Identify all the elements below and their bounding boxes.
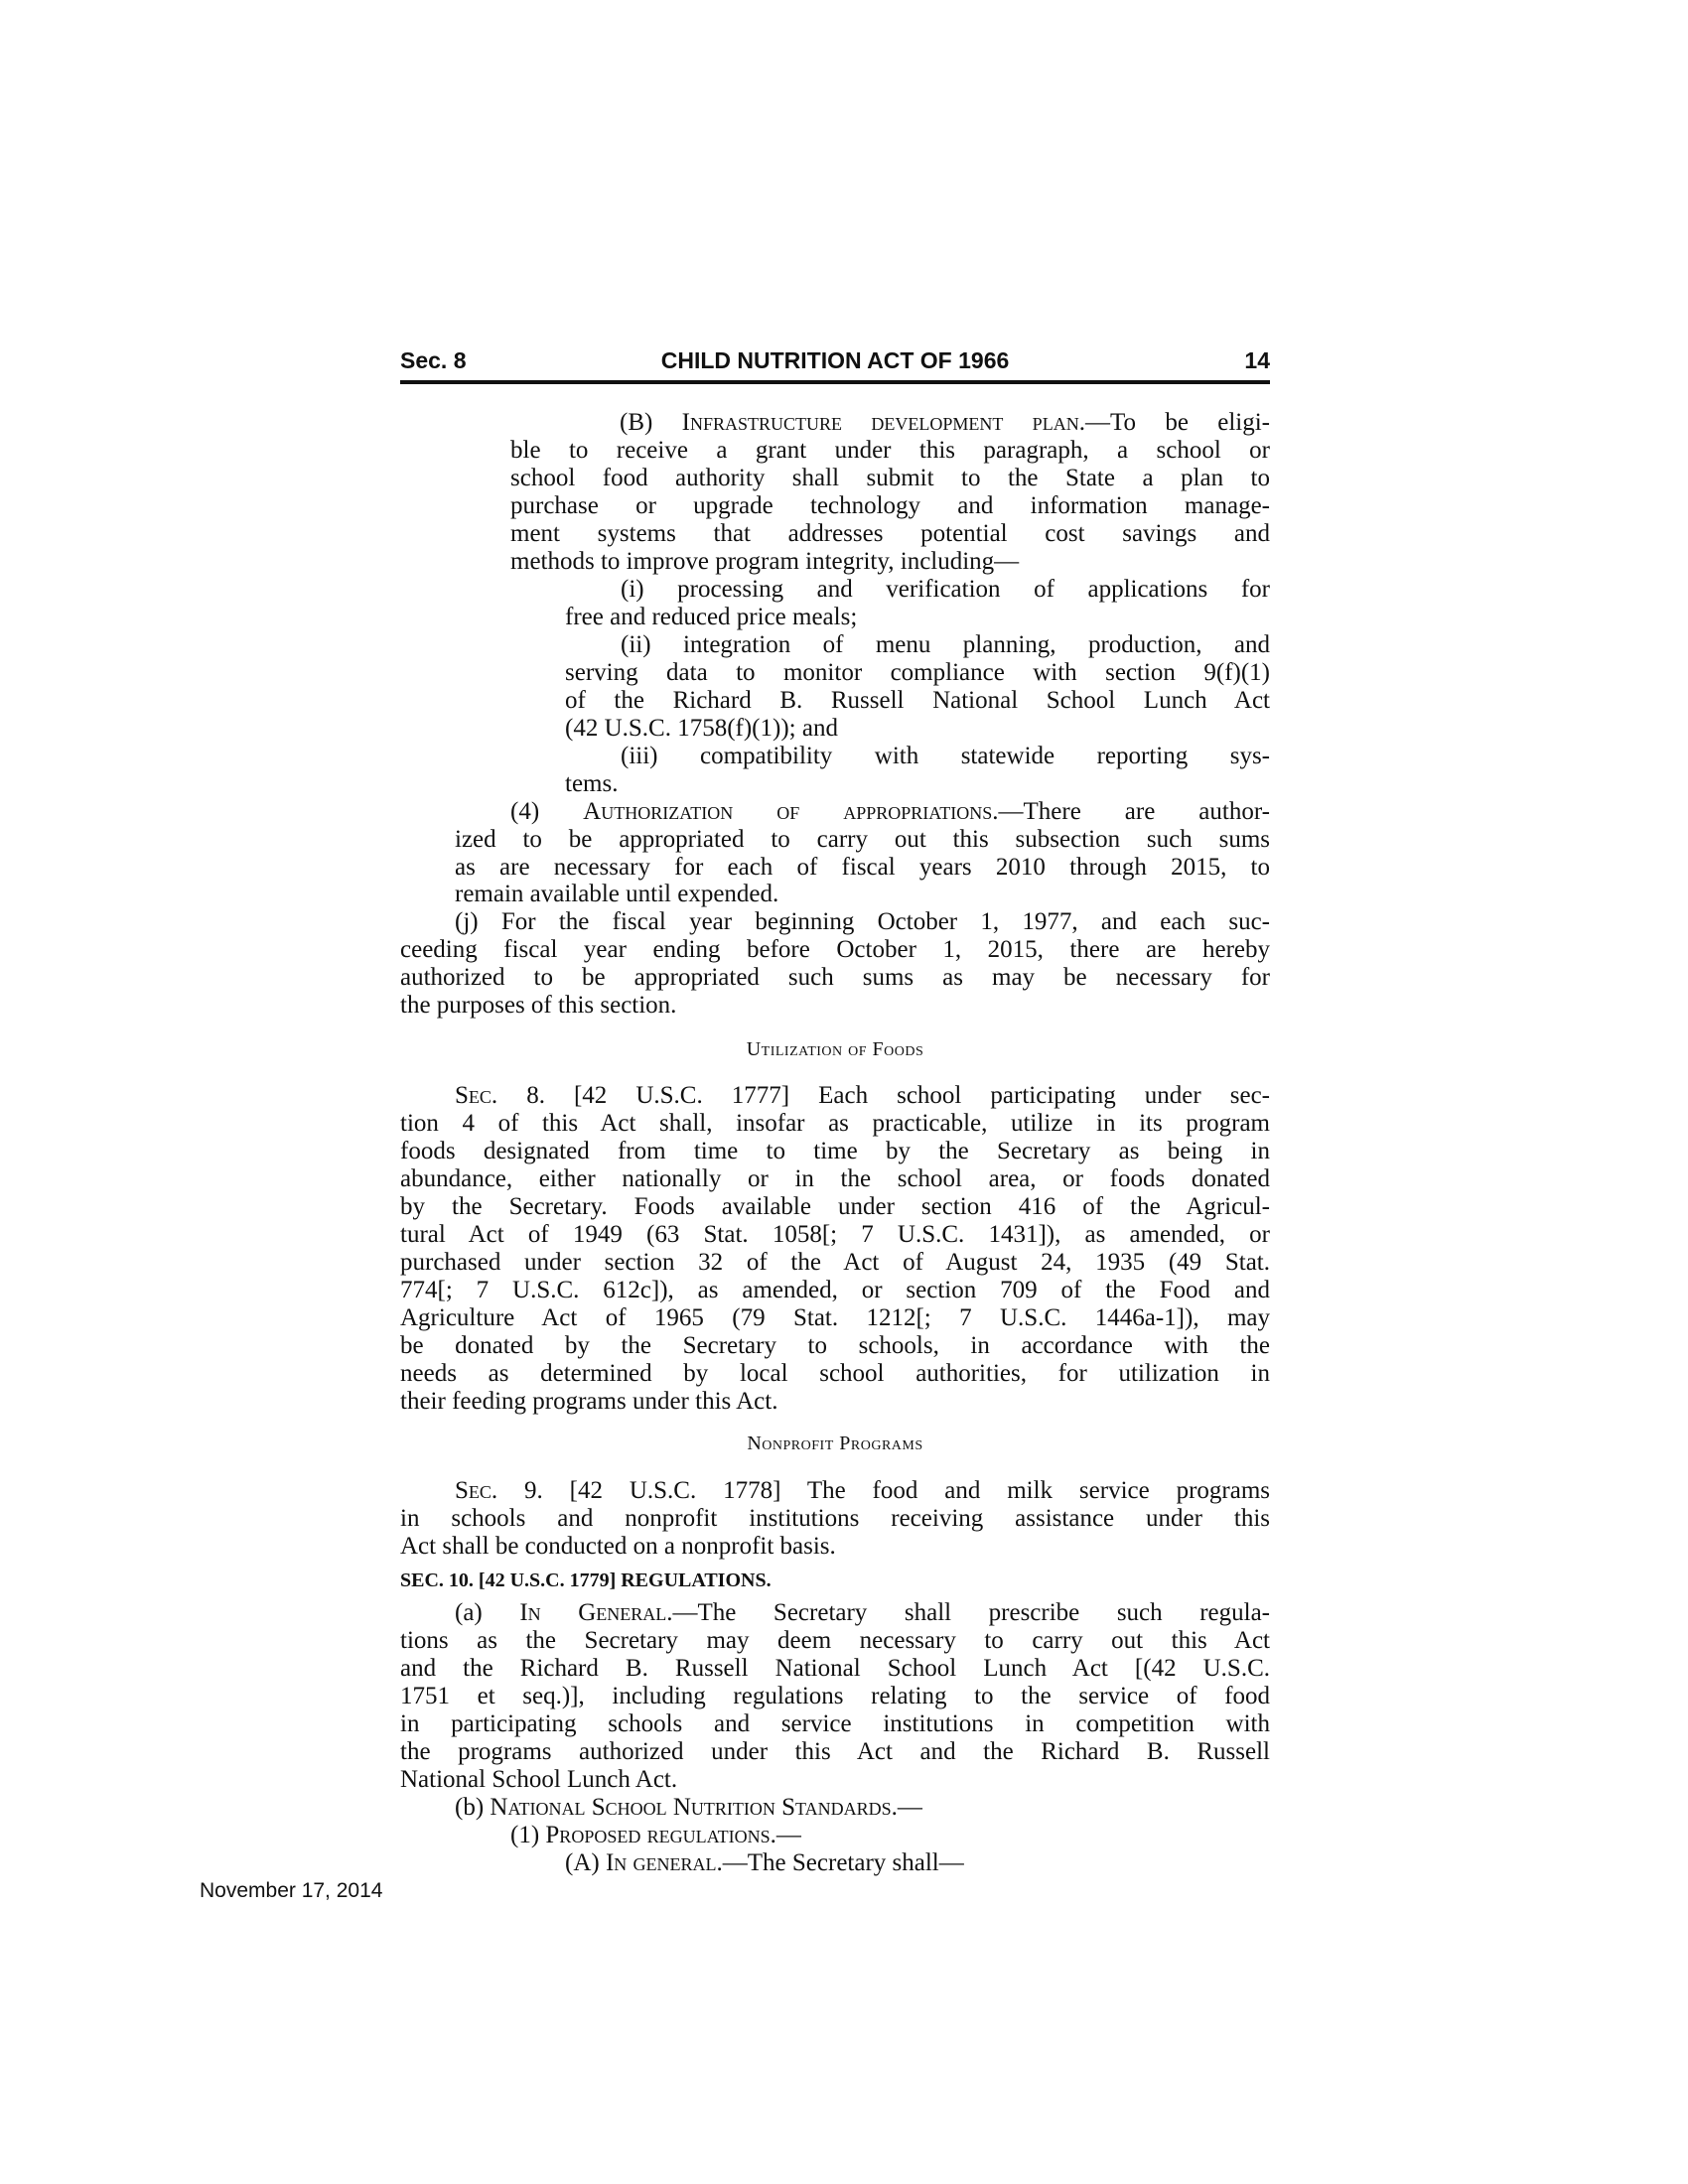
header-section: Sec. 8 bbox=[400, 347, 467, 373]
text-line: the programs authorized under this Act and the Richard B. Russell bbox=[400, 1737, 1270, 1765]
text-line: tions as the Secretary may deem necessary to carry out this Act bbox=[400, 1626, 1270, 1654]
text-line: (iii) compatibility with statewide reporting sys- bbox=[621, 742, 1270, 769]
text-line: the purposes of this section. bbox=[400, 992, 677, 1020]
text-line: 774[; 7 U.S.C. 612c]), as amended, or section 709 of the Food and bbox=[400, 1276, 1270, 1303]
text-line: (a) In General.—The Secretary shall prescribe such regula- bbox=[455, 1599, 1270, 1626]
text-line: ized to be appropriated to carry out this subsection such sums bbox=[455, 825, 1270, 853]
text-line: tems. bbox=[565, 769, 619, 797]
text-line: remain available until expended. bbox=[455, 881, 779, 908]
header-rule bbox=[400, 380, 1270, 384]
header-page-number: 14 bbox=[1244, 347, 1270, 373]
text-line: National School Lunch Act. bbox=[400, 1765, 678, 1793]
text-line: tion 4 of this Act shall, insofar as practicable, utilize in its program bbox=[400, 1109, 1270, 1137]
text-line: (A) In general.—The Secretary shall— bbox=[565, 1848, 964, 1876]
text-line: purchased under section 32 of the Act of August 24, 1935 (49 Stat. bbox=[400, 1248, 1270, 1276]
text-line: Agriculture Act of 1965 (79 Stat. 1212[; 7 U.S.C. 1446a-1]), may bbox=[400, 1303, 1270, 1331]
text-line: (j) For the fiscal year beginning October 1, 1977, and each suc- bbox=[455, 908, 1270, 936]
text-line: (ii) integration of menu planning, production, and bbox=[621, 630, 1270, 658]
text-line: abundance, either nationally or in the school area, or foods donated bbox=[400, 1164, 1270, 1192]
text-line: authorized to be appropriated such sums as may be necessary for bbox=[400, 964, 1270, 992]
text-block-sec-10 bbox=[400, 1599, 1270, 1877]
text-line: free and reduced price meals; bbox=[565, 603, 858, 630]
text-line: 1751 et seq.)], including regulations relating to the service of food bbox=[400, 1682, 1270, 1709]
text-line: Act shall be conducted on a nonprofit basis. bbox=[400, 1532, 836, 1560]
section-heading-utilization: Utilization of Foods bbox=[746, 1038, 924, 1060]
text-block-sec-9 bbox=[400, 1477, 1270, 1561]
text-line: of the Richard B. Russell National School Lunch Act bbox=[565, 686, 1270, 714]
text-line: (B) Infrastructure development plan.—To be eligi- bbox=[620, 409, 1271, 436]
text-line: ment systems that addresses potential cost savings and bbox=[510, 519, 1270, 547]
text-line: needs as determined by local school authorities, for utilization in bbox=[400, 1359, 1270, 1387]
text-line: be donated by the Secretary to schools, in accordance with the bbox=[400, 1331, 1270, 1359]
text-line: (1) Proposed regulations.— bbox=[510, 1821, 801, 1848]
text-line: tural Act of 1949 (63 Stat. 1058[; 7 U.S.C. 1431]), as amended, or bbox=[400, 1220, 1270, 1248]
text-line: (i) processing and verification of applications for bbox=[621, 575, 1270, 603]
section-heading-sec-10: SEC. 10. [42 U.S.C. 1779] REGULATIONS. bbox=[400, 1570, 772, 1591]
text-line: their feeding programs under this Act. bbox=[400, 1387, 778, 1415]
text-line: methods to improve program integrity, including— bbox=[510, 547, 1020, 575]
text-line: (b) National School Nutrition Standards.— bbox=[455, 1793, 922, 1821]
text-line: school food authority shall submit to the State a plan to bbox=[510, 464, 1270, 491]
text-block-subsection-i bbox=[400, 409, 1270, 1020]
section-heading-nonprofit: Nonprofit Programs bbox=[747, 1433, 923, 1454]
text-line: ceeding fiscal year ending before October 1, 2015, there are hereby bbox=[400, 936, 1270, 964]
text-block-sec-8 bbox=[400, 1082, 1270, 1416]
text-line: and the Richard B. Russell National School Lunch Act [(42 U.S.C. bbox=[400, 1654, 1270, 1682]
text-line: (42 U.S.C. 1758(f)(1)); and bbox=[565, 714, 838, 742]
text-line: Sec. 8. [42 U.S.C. 1777] Each school participating under sec- bbox=[455, 1082, 1270, 1109]
text-line: as are necessary for each of fiscal years 2010 through 2015, to bbox=[455, 853, 1270, 881]
text-line: ble to receive a grant under this paragraph, a school or bbox=[510, 436, 1270, 464]
text-line: by the Secretary. Foods available under section 416 of the Agricul- bbox=[400, 1192, 1270, 1220]
running-header bbox=[400, 345, 1270, 379]
text-line: in schools and nonprofit institutions receiving assistance under this bbox=[400, 1504, 1270, 1532]
text-line: Sec. 9. [42 U.S.C. 1778] The food and milk service programs bbox=[455, 1477, 1270, 1504]
header-title: CHILD NUTRITION ACT OF 1966 bbox=[660, 347, 1010, 373]
text-line: (4) Authorization of appropriations.—There are author- bbox=[510, 797, 1270, 825]
footer-date: November 17, 2014 bbox=[200, 1879, 383, 1902]
text-line: serving data to monitor compliance with section 9(f)(1) bbox=[565, 658, 1270, 686]
text-line: purchase or upgrade technology and information manage- bbox=[510, 491, 1270, 519]
text-line: in participating schools and service institutions in competition with bbox=[400, 1709, 1270, 1737]
text-line: foods designated from time to time by the Secretary as being in bbox=[400, 1137, 1270, 1164]
